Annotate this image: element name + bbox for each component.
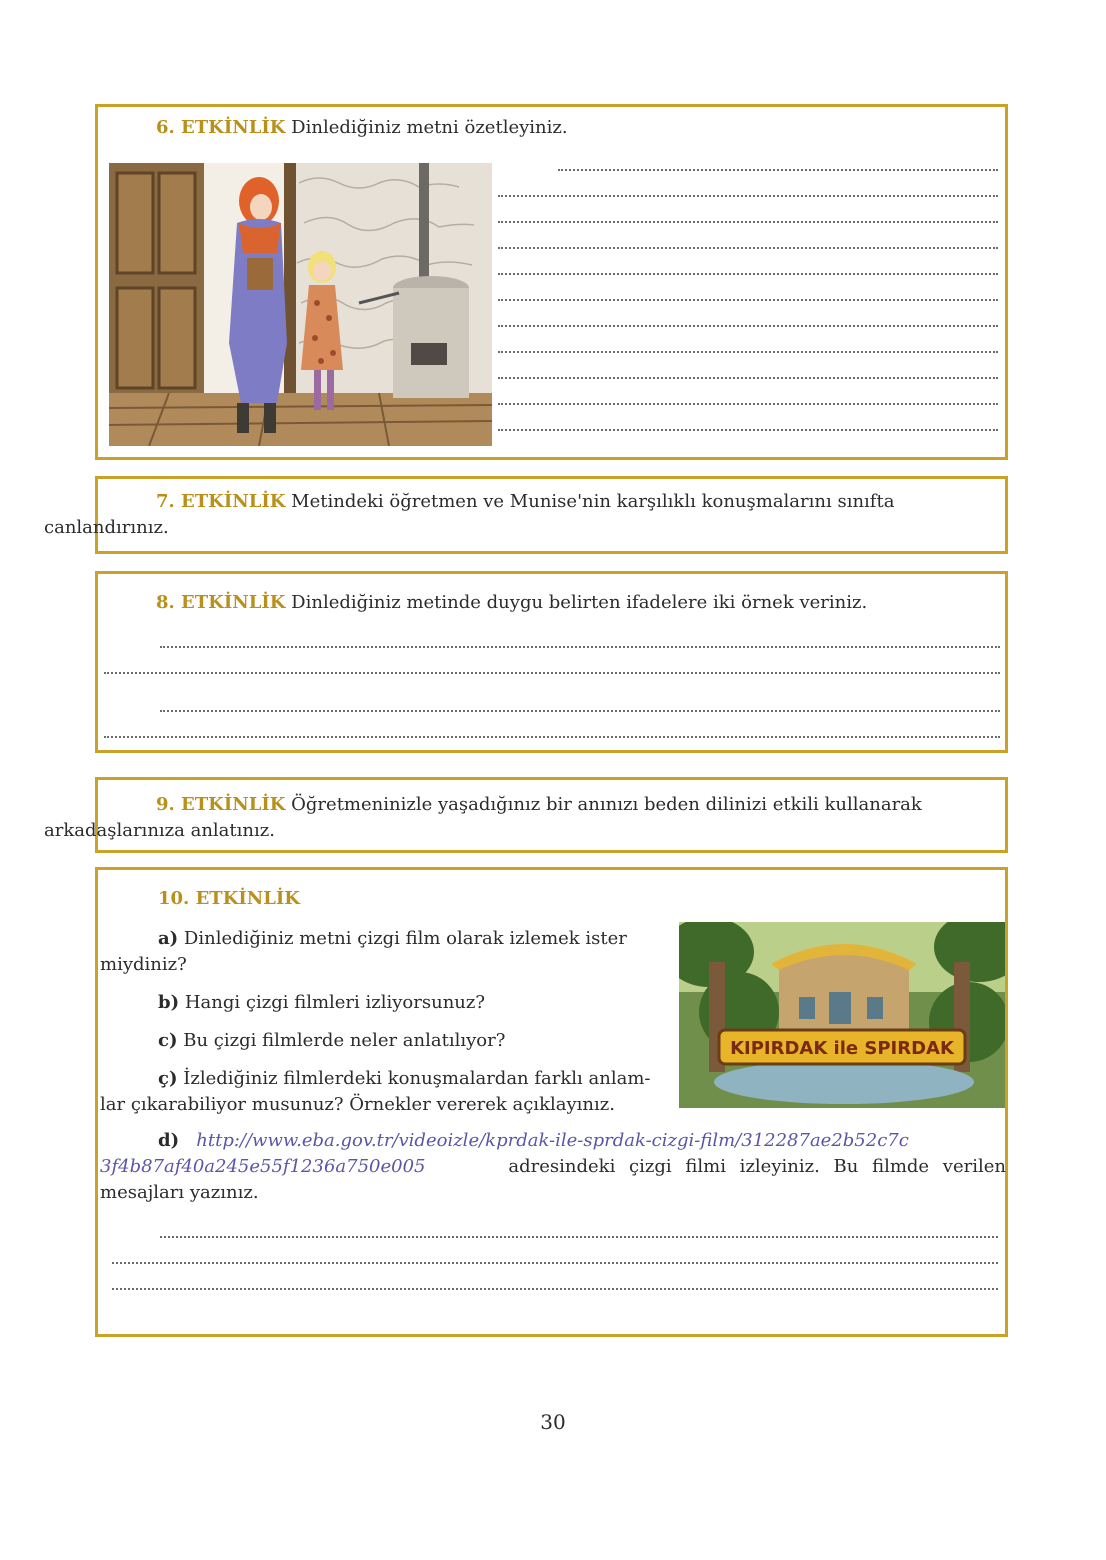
answer-line[interactable] [498,351,998,353]
question-cc-text: İzlediğiniz filmlerdeki konuşmalardan farklı anlam- [183,1068,651,1089]
answer-line[interactable] [558,169,998,171]
question-d-text-cont: mesajları yazınız. [100,1182,259,1203]
activity-10-box [95,867,1008,1337]
answer-line[interactable] [104,672,1000,674]
cartoon-title-text: KIPIRDAK ile SPIRDAK [730,1038,954,1059]
question-d-text: adresindeki çizgi filmi izleyiniz. Bu filmde verilen [508,1156,1006,1177]
answer-line[interactable] [498,273,998,275]
question-a-text: Dinlediğiniz metni çizgi film olarak izlemek ister [183,928,627,949]
activity-6-heading [156,115,568,141]
answer-line[interactable] [498,325,998,327]
answer-line[interactable] [498,429,998,431]
question-b [158,990,485,1016]
question-c [158,1028,505,1054]
answer-line[interactable] [498,247,998,249]
question-cc-label: ç) [158,1068,178,1089]
activity-7-title: 7. ETKİNLİK [156,491,286,512]
activity-7-heading [44,489,1003,541]
question-cc [100,1066,668,1118]
answer-line[interactable] [160,710,1000,712]
activity-9-instruction-cont: arkadaşlarınıza anlatınız. [44,820,275,841]
activity-8-title: 8. ETKİNLİK [156,592,286,613]
activity-8-instruction: Dinlediğiniz metinde duygu belirten ifadelere iki örnek veriniz. [291,592,868,613]
activity-7-instruction: Metindeki öğretmen ve Munise'nin karşılıklı konuşmalarını sınıfta [291,491,895,512]
question-c-label: c) [158,1030,178,1051]
question-d-label: d) [158,1130,180,1151]
teacher-and-munise-illustration [109,163,492,446]
question-cc-text-cont: lar çıkarabiliyor musunuz? Örnekler vererek açıklayınız. [100,1094,615,1115]
kipirdak-spirdak-cartoon-image [679,922,1005,1108]
activity-9-instruction: Öğretmeninizle yaşadığınız bir anınızı beden dilinizi etkili kullanarak [291,794,922,815]
question-b-text: Hangi çizgi filmleri izliyorsunuz? [184,992,486,1013]
activity-7-box [44,476,1008,554]
activity-6-box [95,104,1008,460]
activity-9-heading [44,792,1003,844]
activity-7-instruction-cont: canlandırınız. [44,517,169,538]
answer-line[interactable] [498,195,998,197]
answer-line[interactable] [112,1288,998,1290]
activity-6-instruction: Dinlediğiniz metni özetleyiniz. [291,117,568,138]
answer-line[interactable] [498,403,998,405]
answer-line[interactable] [498,299,998,301]
activity-9-box [44,777,1008,853]
answer-line[interactable] [160,646,1000,648]
activity-8-box [95,571,1008,753]
activity-10-title: 10. ETKİNLİK [158,888,300,909]
answer-line[interactable] [160,1236,998,1238]
answer-line[interactable] [112,1262,998,1264]
activity-9-title: 9. ETKİNLİK [156,794,286,815]
question-b-label: b) [158,992,180,1013]
answer-line[interactable] [498,221,998,223]
question-d [100,1128,1006,1206]
page-number: 30 [540,1410,566,1434]
question-a [100,926,668,978]
question-a-label: a) [158,928,179,949]
activity-8-heading [156,590,867,616]
cartoon-url-link-cont[interactable]: 3f4b87af40a245e55f1236a750e005 [100,1156,426,1177]
activity-6-title: 6. ETKİNLİK [156,117,286,138]
answer-line[interactable] [498,377,998,379]
cartoon-url-link[interactable]: http://www.eba.gov.tr/videoizle/kprdak-ile-sprdak-cizgi-film/312287ae2b52c7c [196,1130,909,1151]
question-c-text: Bu çizgi filmlerde neler anlatılıyor? [183,1030,506,1051]
question-a-text-cont: miydiniz? [100,954,187,975]
answer-line[interactable] [104,736,1000,738]
